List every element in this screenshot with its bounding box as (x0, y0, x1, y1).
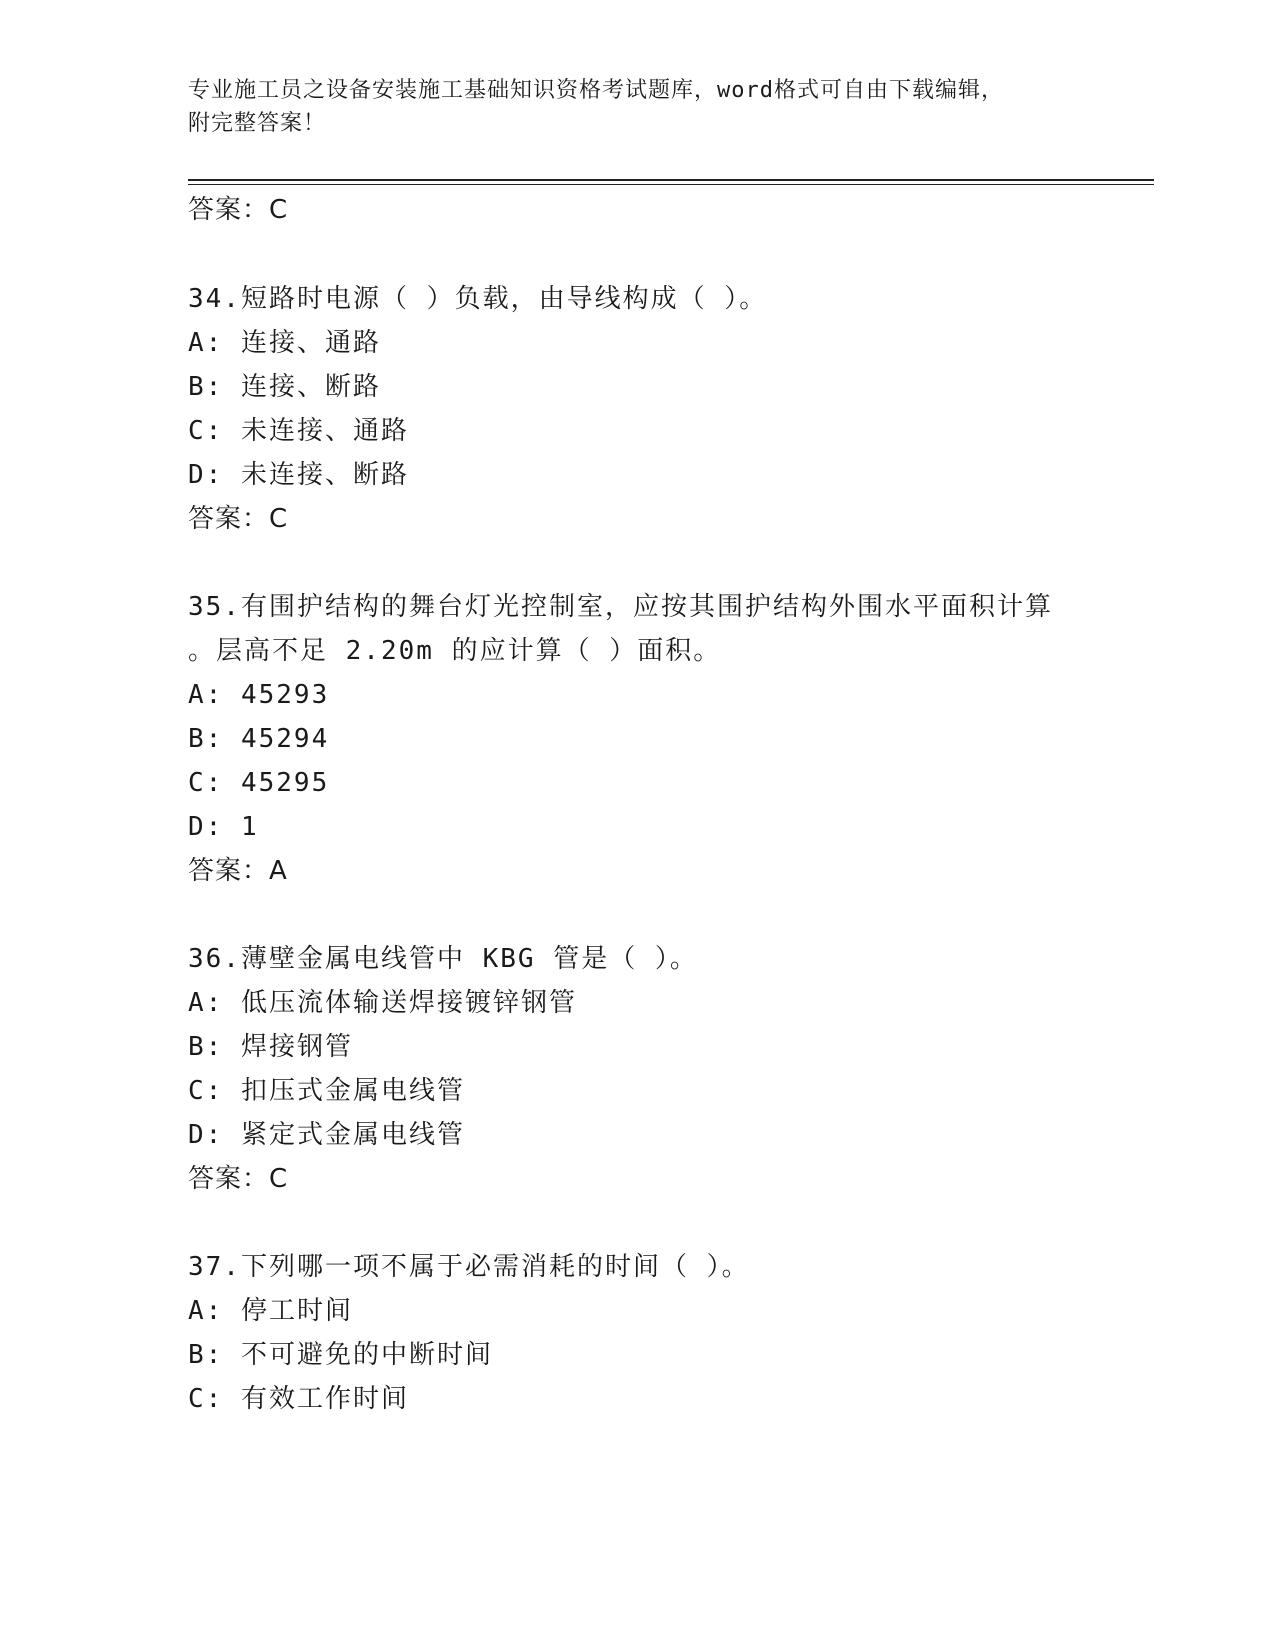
answer-prev: 答案：C (188, 195, 289, 225)
header-line-1: 专业施工员之设备安装施工基础知识资格考试题库，word格式可自由下载编辑， (188, 78, 1004, 103)
question-34-answer: 答案：C (188, 504, 289, 534)
question-36-option-b: B: 焊接钢管 (188, 1032, 353, 1062)
question-37-option-b: B: 不可避免的中断时间 (188, 1340, 493, 1370)
question-37-stem: 37.下列哪一项不属于必需消耗的时间（ ）。 (188, 1252, 750, 1282)
question-35-option-b: B: 45294 (188, 724, 330, 754)
header-divider-thick (188, 179, 1154, 181)
question-34-option-c: C: 未连接、通路 (188, 416, 409, 446)
question-35-option-c: C: 45295 (188, 768, 330, 798)
question-36-option-a: A: 低压流体输送焊接镀锌钢管 (188, 988, 577, 1018)
question-34-stem: 34.短路时电源（ ）负载，由导线构成（ ）。 (188, 284, 768, 314)
question-35-option-a: A: 45293 (188, 680, 330, 710)
question-36-option-d: D: 紧定式金属电线管 (188, 1120, 465, 1150)
question-34-option-d: D: 未连接、断路 (188, 460, 409, 490)
question-35-answer: 答案：A (188, 856, 288, 886)
question-34-option-a: A: 连接、通路 (188, 328, 381, 358)
question-35-stem-line-1: 35.有围护结构的舞台灯光控制室，应按其围护结构外围水平面积计算 (188, 592, 1053, 622)
question-37-option-c: C: 有效工作时间 (188, 1384, 409, 1414)
document-header (188, 74, 1108, 140)
question-37-option-a: A: 停工时间 (188, 1296, 353, 1326)
header-line-2: 附完整答案！ (188, 111, 327, 136)
question-35-stem-line-2: 。层高不足 2.20m 的应计算（ ）面积。 (188, 636, 722, 666)
question-35-option-d: D: 1 (188, 812, 259, 842)
question-36-option-c: C: 扣压式金属电线管 (188, 1076, 465, 1106)
header-divider-thin (188, 184, 1154, 185)
question-34-option-b: B: 连接、断路 (188, 372, 381, 402)
question-36-stem: 36.薄壁金属电线管中 KBG 管是（ ）。 (188, 944, 698, 974)
question-36-answer: 答案：C (188, 1164, 289, 1194)
